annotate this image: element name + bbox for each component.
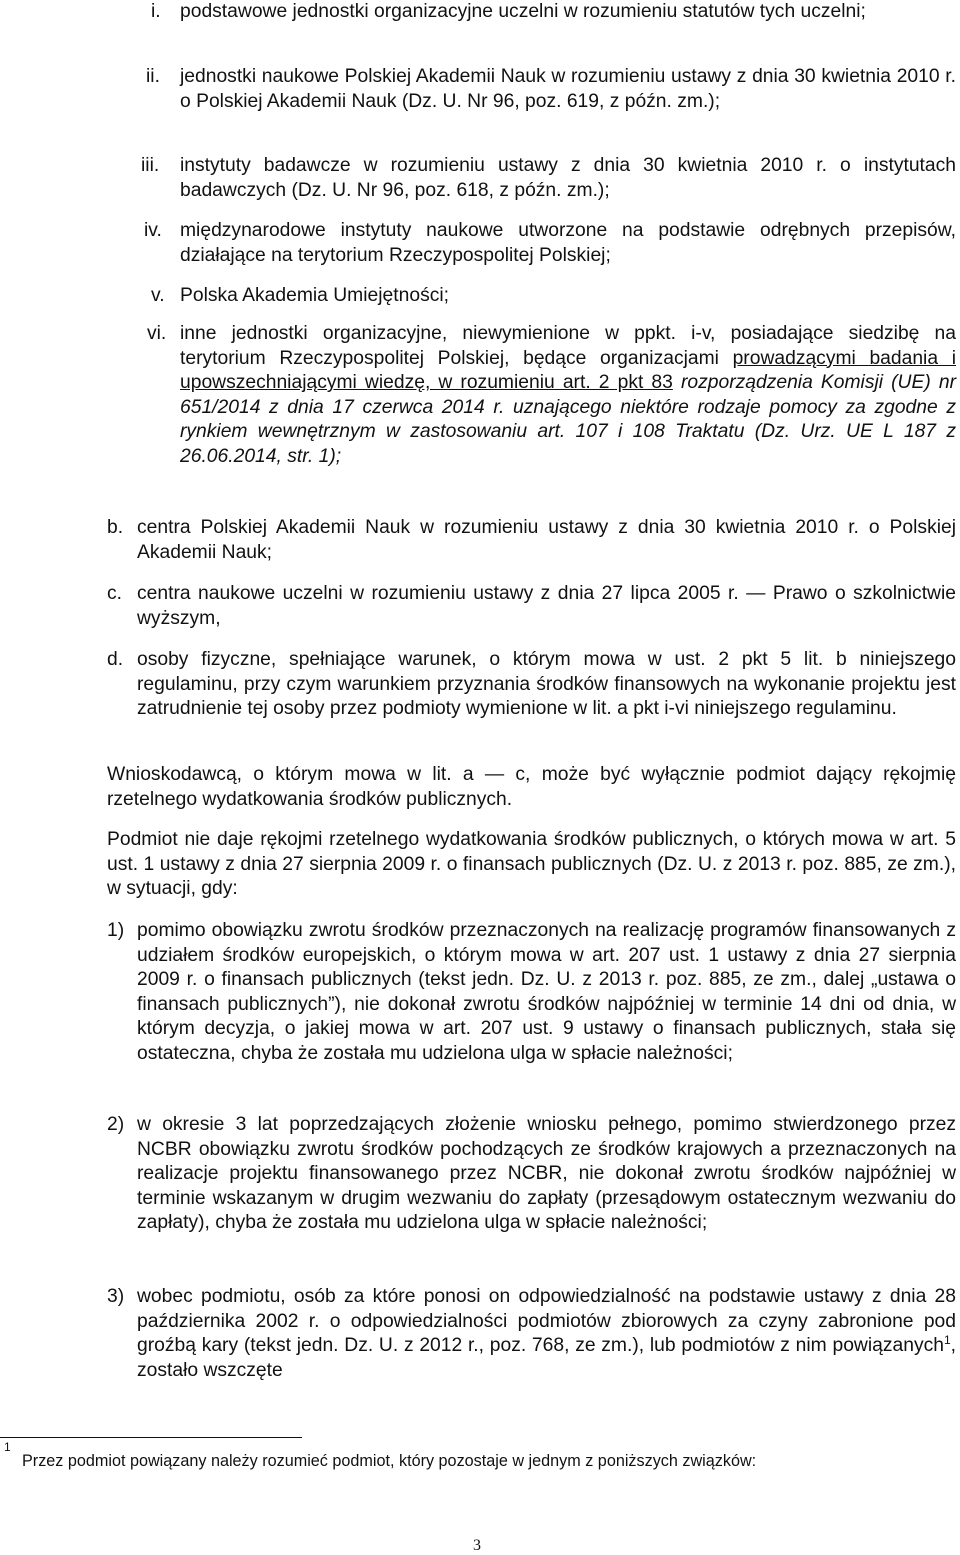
list-item xyxy=(180,322,956,470)
list-item xyxy=(180,65,956,114)
footnote-reference[interactable]: 1 xyxy=(943,1333,951,1348)
list-item-text: podstawowe jednostki organizacyjne uczelni w rozumieniu statutów tych uczelni; xyxy=(180,1,866,22)
list-marker: ii. xyxy=(146,66,160,87)
list-item-text: pomimo obowiązku zwrotu środków przeznaczonych na realizację programów finansowanych z udziałem środków europejskich, o którym mowa w art. 207 ust. 1 ustawy z dnia 27 sierpnia 2009 r. o finansach publicznych (tekst jedn. Dz. U. z 2013 r. poz. 885, ze zm., dalej „ustawa o finansach publicznych”), nie dokonał zwrotu środków najpóźniej w terminie 14 dni od dnia, w którym decyzja, o jakiej mowa w art. 207 ust. 9 ustawy o finansach publicznych, stała się ostateczna, chyba że została mu udzielona ulga w spłacie należności; xyxy=(137,920,956,1064)
list-item-text: centra Polskiej Akademii Nauk w rozumieniu ustawy z dnia 30 kwietnia 2010 r. o Polskiej Akademii Nauk; xyxy=(137,517,956,563)
list-item-text: centra naukowe uczelni w rozumieniu ustawy z dnia 27 lipca 2005 r. — Prawo o szkolnictwie wyższym, xyxy=(137,583,956,629)
list-item-text: międzynarodowe instytuty naukowe utworzone na podstawie odrębnych przepisów, działające na terytorium Rzeczypospolitej Polskiej; xyxy=(180,220,956,266)
list-item xyxy=(137,648,956,722)
list-item-text: Polska Akademia Umiejętności; xyxy=(180,285,449,306)
list-item xyxy=(180,284,956,309)
list-item xyxy=(137,1285,956,1383)
list-item-text: inne jednostki organizacyjne, niewymienione w ppkt. i-v, posiadające siedzibę na terytorium Rzeczypospolitej Polskiej, będące organizacjami xyxy=(180,323,956,369)
list-marker: iii. xyxy=(141,155,160,176)
list-item-text-underlined: prowadzącymi badania i upowszechniającymi wiedzę, w rozumieniu art. 2 pkt 83 xyxy=(180,347,956,394)
list-item-text: osoby fizyczne, spełniające warunek, o którym mowa w ust. 2 pkt 5 lit. b niniejszego regulaminu, przy czym warunkiem przyznania środków finansowych na wykonanie projektu jest zatrudnienie tej osoby przez podmioty wymienione w lit. a pkt i-vi niniejszego regulaminu. xyxy=(137,649,956,720)
list-marker: v. xyxy=(151,285,165,306)
list-item-text: wobec podmiotu, osób za które ponosi on odpowiedzialność na podstawie ustawy z dnia 28 października 2002 r. o odpowiedzialności podmiotów zbiorowych za czyny zabronione pod groźbą kary (tekst jedn. Dz. U. z 2012 r., poz. 768, ze zm.), lub podmiotów z nim powiązanych xyxy=(137,1286,956,1357)
list-item-text-after: , zostało wszczęte xyxy=(137,1335,956,1381)
list-item xyxy=(137,1113,956,1236)
list-marker: 2) xyxy=(107,1114,125,1135)
list-item-text-italic: rozporządzenia Komisji (UE) nr 651/2014 z dnia 17 czerwca 2014 r. uznającego niektóre rodzaje pomocy za zgodne z rynkiem wewnętrznym w zastosowaniu art. 107 i 108 Traktatu (Dz. Urz. UE L 187 z 26.06.2014, str. 1); xyxy=(180,372,957,467)
list-marker: d. xyxy=(107,649,124,670)
footnote-separator xyxy=(0,1437,302,1438)
list-marker: i. xyxy=(151,1,161,22)
footnote-text: Przez podmiot powiązany należy rozumieć podmiot, który pozostaje w jednym z poniższych związków: xyxy=(22,1452,757,1470)
list-marker: iv. xyxy=(144,220,162,241)
list-item xyxy=(137,919,956,1067)
list-marker: vi. xyxy=(147,323,167,344)
page-number: 3 xyxy=(473,1537,481,1554)
paragraph: Podmiot nie daje rękojmi rzetelnego wydatkowania środków publicznych, o których mowa w art. 5 ust. 1 ustawy z dnia 27 sierpnia 2009 r. o finansach publicznych (Dz. U. z 2013 r. poz. 885, ze zm.), w sytuacji, gdy: xyxy=(107,829,956,900)
footnote-marker: 1 xyxy=(4,1440,11,1454)
paragraph: Wnioskodawcą, o którym mowa w lit. a — c, może być wyłącznie podmiot dający rękojmię rzetelnego wydatkowania środków publicznych. xyxy=(107,764,956,810)
list-item xyxy=(180,154,956,203)
list-item xyxy=(180,0,956,25)
list-item xyxy=(180,219,956,268)
list-marker: 1) xyxy=(107,920,125,941)
list-item xyxy=(137,516,956,565)
list-marker: b. xyxy=(107,517,124,538)
list-item-text: instytuty badawcze w rozumieniu ustawy z dnia 30 kwietnia 2010 r. o instytutach badawczych (Dz. U. Nr 96, poz. 618, z późn. zm.); xyxy=(180,155,956,201)
list-item xyxy=(137,582,956,631)
list-marker: c. xyxy=(107,583,122,604)
list-item-text: w okresie 3 lat poprzedzających złożenie wniosku pełnego, pomimo stwierdzonego przez NCBR obowiązku zwrotu środków pochodzących ze środków krajowych a przeznaczonych na realizacje projektu finansowanego przez NCBR, nie dokonał zwrotu środków najpóźniej w terminie wskazanym w drugim wezwaniu do zapłaty (przesądowym ostatecznym wezwaniu do zapłaty), chyba że została mu udzielona ulga w spłacie należności; xyxy=(137,1114,956,1234)
list-item-text: jednostki naukowe Polskiej Akademii Nauk w rozumieniu ustawy z dnia 30 kwietnia 2010 r. o Polskiej Akademii Nauk (Dz. U. Nr 96, poz. 619, z późn. zm.); xyxy=(180,66,956,112)
list-marker: 3) xyxy=(107,1286,125,1307)
